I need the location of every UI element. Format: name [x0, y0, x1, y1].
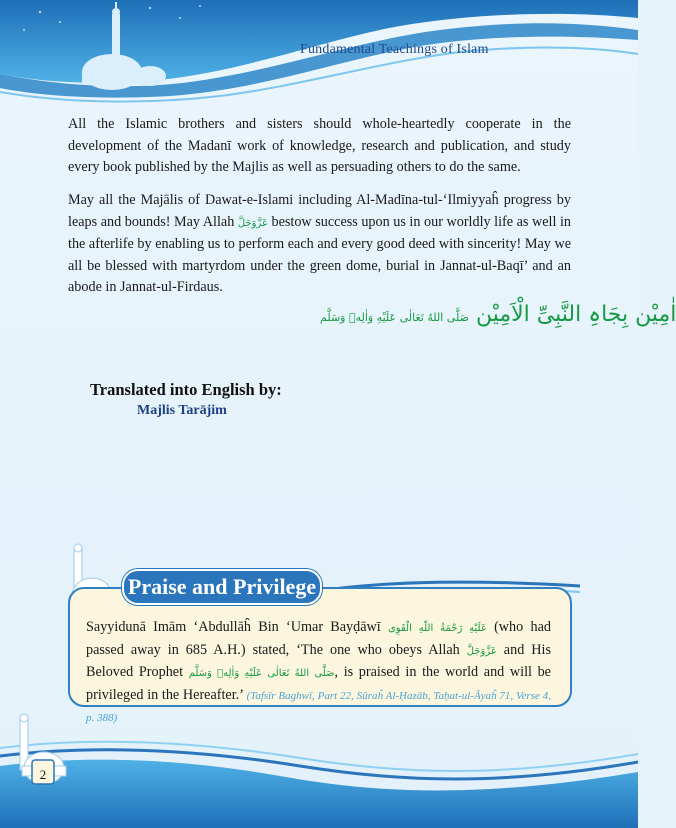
honorific-allah-box: عَزَّوَجَلَّ [466, 645, 497, 657]
translated-by-label: Translated into English by: [90, 380, 282, 399]
box-title: Praise and Privilege [127, 574, 317, 599]
honorific-scholar: عَلَیْهِ رَحْمَةُ اللّٰهِ الْقَوِی [387, 623, 487, 634]
box-title-pill [122, 569, 322, 605]
paragraph-prayer [68, 190, 571, 299]
honorific-allah: عَزَّوَجَلَّ [237, 217, 268, 229]
paragraph-prayer-part2: bestow success upon us in our worldly life as well in the afterlife by enabling us to perform each and every good deed with sincerity! May we all be blessed with martyrdom under the green dome, burial in Jannat-ul-Baqī’ and an abode in Jannat-ul-Firdaus. [68, 213, 572, 296]
citation: (Tafsīr Baghwī, Part 22, Sūraĥ Al-Ḥazāb, Taḥat-ul-Āyaĥ 71, Verse 4, p. 388) [86, 689, 551, 725]
footer-wave-decoration [0, 710, 638, 828]
page-number: 2 [39, 767, 47, 782]
dua-ameen [320, 302, 676, 327]
box-text-4: , is praised in the world and will be privileged in the Hereafter.’ [86, 664, 551, 703]
box-text-1: Sayyidunā Imām ‘Abdullāĥ Bin ‘Umar Bayḍāwī [86, 619, 388, 635]
translator-name: Majlis Tarājim [137, 403, 227, 418]
honorific-prophet: صَلَّی اللهُ تَعَالٰی عَلَیْهِ وَاٰلِهٖ وَسَلَّم [188, 668, 335, 680]
box-text-3: and His Beloved Prophet [86, 641, 551, 681]
box-text-2: (who had passed away in 685 A.H.) stated, ‘The one who obeys Allah [86, 619, 551, 658]
dua-salutation: صَلَّی اللهُ تَعَالٰی عَلَیْهِ وَاٰلِهٖ وَسَلَّم [320, 311, 469, 324]
paragraph-cooperation: All the Islamic brothers and sisters should whole-heartedly cooperate in the development of the Madanī work of knowledge, research and publication, and study every book published by the Majlis as well as persuading others to do the same. [68, 116, 571, 176]
running-title: Fundamental Teachings of Islam [300, 42, 489, 57]
paragraph-prayer-part1: May all the Majālis of Dawat-e-Islami including Al-Madīna-tul-‘Ilmiyyaĥ progress by leaps and bounds! May Allah [68, 192, 571, 230]
dua-main: اٰمِیْن بِجَاہِ النَّبِیِّ الْاَمِیْن [475, 302, 676, 327]
